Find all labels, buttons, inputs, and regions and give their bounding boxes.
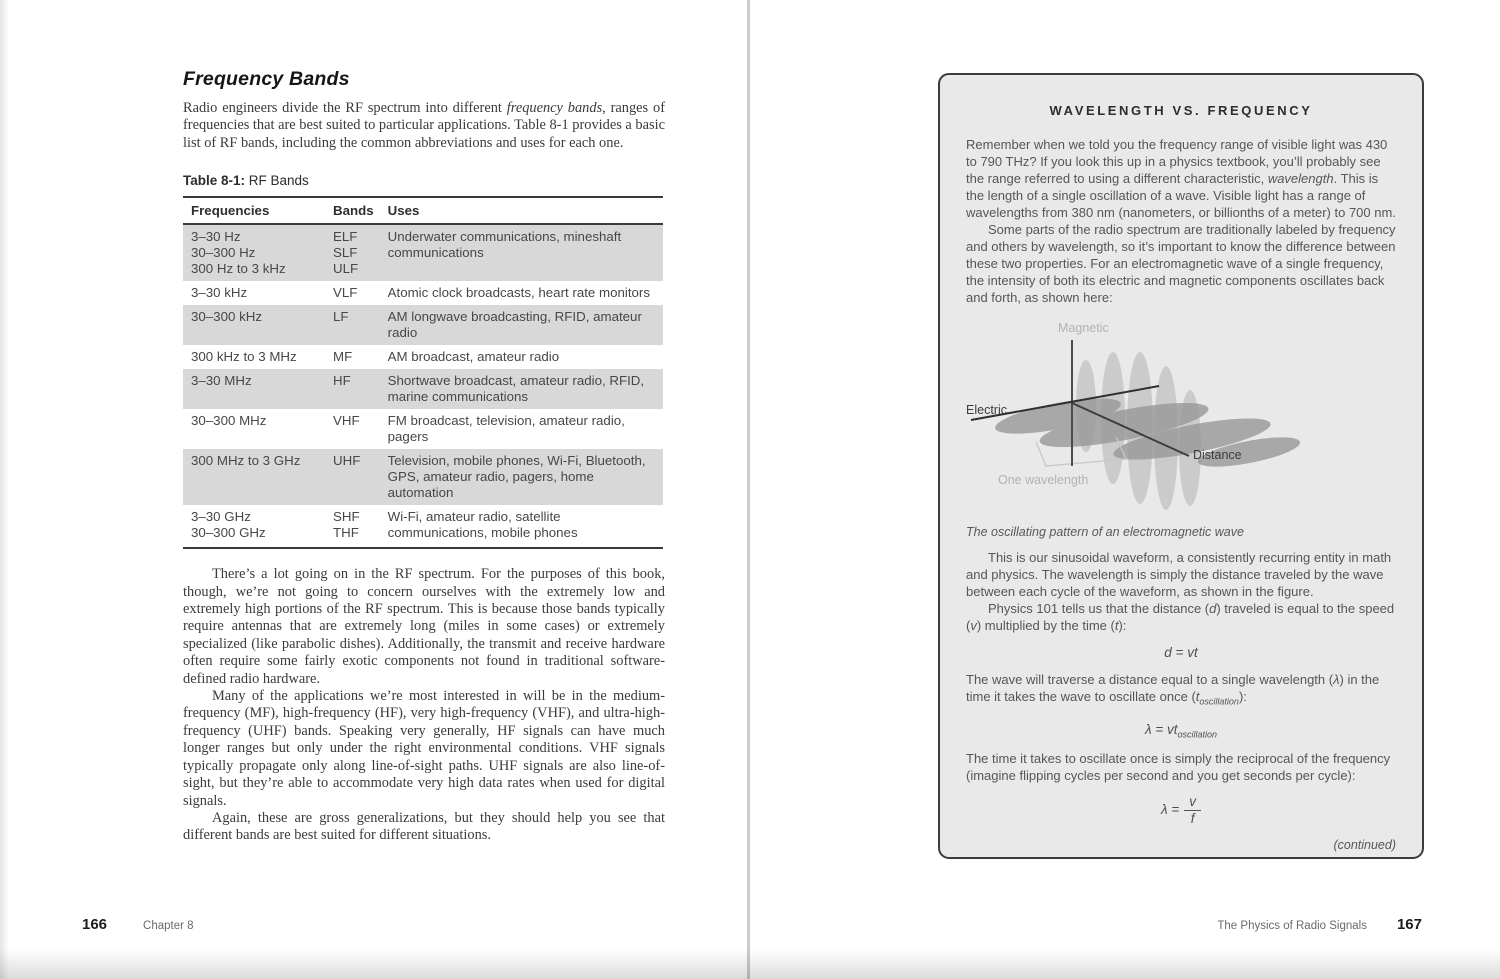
one-wavelength-label: One wavelength: [998, 473, 1089, 487]
chapter-label: Chapter 8: [143, 920, 194, 932]
equation-lambda-v-over-f: [966, 795, 1396, 826]
figure-caption: The oscillating pattern of an electromagnetic wave: [966, 525, 1244, 539]
footer-right: [1217, 916, 1422, 933]
magnetic-axis-label: Magnetic: [1058, 321, 1109, 335]
box-paragraph: Some parts of the radio spectrum are traditionally labeled by frequency and others by wavelength, so it’s important to know the difference between these two properties. For an electromagnetic wave of a single frequency, the intensity of both its electric and magnetic components oscillates back and forth, as shown here:: [966, 222, 1396, 305]
cell-uses: FM broadcast, television, amateur radio, pagers: [387, 413, 625, 445]
table-header-row: [183, 197, 663, 224]
box-paragraph: The wave will traverse a distance equal to a single wavelength (λ) in the time it takes the wave to oscillate once $(t_{oscillation})$:: [966, 672, 1380, 707]
cell-uses: AM broadcast, amateur radio: [387, 349, 560, 365]
body-paragraph: Many of the applications we’re most interested in will be in the medium-frequency (MF), high-frequency (HF), very high-frequency (VHF), and ultra-high-frequency (UHF) bands. Speaking very generally, HF signals can have much longer ranges but only under the right environmental conditions. VHF signals typically propagate only along line-of-sight paths. UHF signals are also line-of-sight, but they’re able to accommodate very high data rates when used for digital signals.: [183, 688, 665, 809]
cell-bands: ELF SLF ULF: [333, 229, 359, 277]
cell-uses: AM longwave broadcasting, RFID, amateur radio: [387, 309, 642, 341]
rf-bands-table: [183, 196, 663, 549]
table-row: [183, 449, 663, 505]
cell-uses: Wi-Fi, amateur radio, satellite communications, mobile phones: [380, 505, 663, 548]
box-paragraph: Remember when we told you the frequency range of visible light was 430 to 790 THz? If you look this up in a physics textbook, you’ll probably see the range referred to using a different characteristic, wavelength. This is the length of a single oscillation of a wave. Visible light has a range of wavelengths from 380 nm (nanometers, or billionths of a meter) to 700 nm.: [966, 137, 1396, 220]
body-paragraph: There’s a lot going on in the RF spectrum. For the purposes of this book, though, we’re not going to concern ourselves with the extremely low and extremely high portions of the RF spectrum. This is because those bands typically require antennas that are extremely long (miles in some cases) or extremely specialized (like parabolic dishes). Additionally, the transmit and receive hardware often require some fairly exotic components not found in traditional software-defined radio hardware.: [183, 566, 665, 687]
col-header-frequencies: Frequencies: [183, 197, 325, 224]
page-bottom-edge-shadow: [0, 949, 1500, 979]
equation-d-vt: d = vt: [1164, 645, 1198, 660]
cell-bands: SHF THF: [325, 505, 380, 548]
page-divider: [747, 0, 750, 979]
table-row: [183, 369, 663, 409]
cell-uses: Shortwave broadcast, amateur radio, RFID, marine communications: [387, 373, 645, 405]
box-title: WAVELENGTH VS. FREQUENCY: [1049, 103, 1313, 118]
page-left-edge-shadow: [0, 0, 9, 979]
cell-bands: LF: [333, 309, 349, 325]
cell-uses: Television, mobile phones, Wi-Fi, Bluetooth, GPS, amateur radio, pagers, home automation: [387, 453, 646, 501]
intro-paragraph: Radio engineers divide the RF spectrum into different frequency bands, ranges of frequencies that are best suited to particular applications. Table 8-1 provides a basic list of RF bands, including the common abbreviations and uses for each one.: [183, 100, 665, 151]
cell-frequencies: 30–300 kHz: [191, 309, 262, 325]
table-row: [183, 505, 663, 548]
cell-uses: Underwater communications, mineshaft communications: [387, 229, 622, 261]
page-number-right: 167: [1396, 916, 1422, 933]
cell-frequencies: 30–300 MHz: [191, 413, 267, 429]
cell-bands: MF: [333, 349, 353, 365]
table-row: [183, 281, 663, 305]
box-paragraph: Physics 101 tells us that the distance (d) traveled is equal to the speed (v) multiplied by the time (t):: [966, 601, 1395, 633]
cell-bands: UHF: [333, 453, 361, 469]
col-header-bands: Bands: [325, 197, 380, 224]
cell-bands: HF: [333, 373, 351, 389]
equation-lhs: λ =: [1160, 802, 1180, 818]
cell-bands: VLF: [333, 285, 358, 301]
fraction-denominator: f: [1190, 811, 1195, 827]
cell-bands: VHF: [333, 413, 360, 429]
body-paragraph: Again, these are gross generalizations, but they should help you see that different bands are best suited for different situations.: [183, 809, 665, 844]
table-caption: [183, 173, 665, 188]
box-paragraph: The time it takes to oscillate once is simply the reciprocal of the frequency (imagine flipping cycles per second and you get seconds per cycle):: [966, 751, 1391, 784]
wavelength-sidebar-box: [938, 73, 1424, 859]
cell-frequencies: 3–30 Hz 30–300 Hz 300 Hz to 3 kHz: [191, 229, 286, 277]
table-row: [183, 305, 663, 345]
col-header-uses: Uses: [380, 197, 663, 224]
table-title: RF Bands: [245, 173, 309, 189]
fraction: [1184, 795, 1201, 826]
distance-axis-label: Distance: [1193, 448, 1242, 462]
box-paragraph: This is our sinusoidal waveform, a consistently recurring entity in math and physics. The wavelength is simply the distance traveled by the wave between each cycle of the waveform, as shown in the figure.: [966, 550, 1392, 599]
equation-lambda-vt: $\lambda = vt_{oscillation}$: [1144, 721, 1218, 740]
footer-left: [82, 916, 194, 933]
em-wave-figure: [966, 316, 1396, 511]
cell-frequencies: 3–30 kHz: [191, 285, 248, 301]
table-row: [183, 409, 663, 449]
table-row: [183, 224, 663, 281]
table-row: [183, 345, 663, 369]
section-heading: Frequency Bands: [183, 68, 350, 90]
cell-frequencies: 300 MHz to 3 GHz: [191, 453, 301, 469]
page-number-left: 166: [82, 916, 108, 933]
cell-frequencies: 3–30 GHz 30–300 GHz: [183, 505, 325, 548]
fraction-numerator: v: [1184, 795, 1201, 811]
cell-frequencies: 300 kHz to 3 MHz: [191, 349, 297, 365]
table-number: Table 8-1:: [183, 173, 246, 189]
section-title-label: The Physics of Radio Signals: [1217, 920, 1367, 932]
left-content-column: [183, 68, 665, 845]
cell-uses: Atomic clock broadcasts, heart rate monitors: [387, 285, 650, 301]
electric-axis-label: Electric: [966, 403, 1007, 417]
continued-note: (continued): [1333, 837, 1396, 852]
cell-frequencies: 3–30 MHz: [191, 373, 252, 389]
